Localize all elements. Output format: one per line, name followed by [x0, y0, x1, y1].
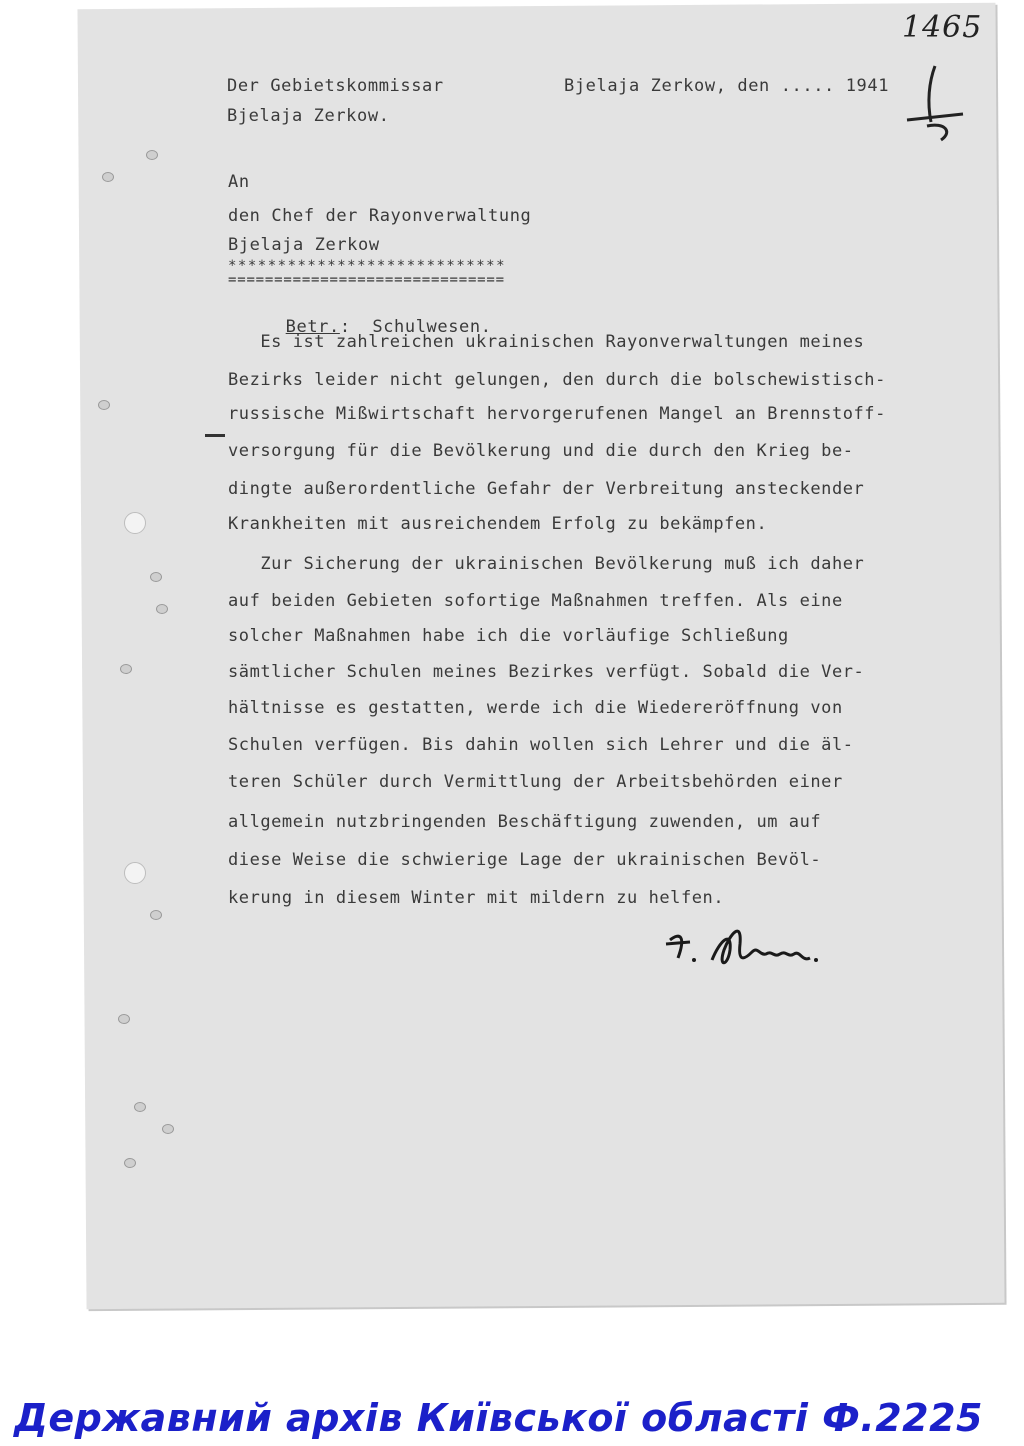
- paper-mark: [98, 400, 110, 410]
- paper-mark: [120, 664, 132, 674]
- paper-mark: [134, 1102, 146, 1112]
- place-date: Bjelaja Zerkow, den ..... 1941: [564, 76, 890, 96]
- paper-mark: [156, 604, 168, 614]
- body-line: dingte außerordentliche Gefahr der Verbreitung ansteckender: [228, 479, 865, 499]
- paper-mark: [150, 572, 162, 582]
- subject-label: Betr.: [285, 317, 340, 337]
- subject-line: [264, 302, 492, 336]
- paper-mark: [146, 150, 158, 160]
- recipient-line-2: Bjelaja Zerkow: [228, 235, 380, 255]
- body-line: hältnisse es gestatten, werde ich die Wiedereröffnung von: [228, 698, 843, 718]
- body-line: teren Schüler durch Vermittlung der Arbeitsbehörden einer: [228, 772, 843, 792]
- margin-mark: [905, 62, 975, 142]
- body-line: russische Mißwirtschaft hervorgerufenen Mangel an Brennstoff-: [228, 404, 886, 424]
- paper-mark: [118, 1014, 130, 1024]
- body-line: solcher Maßnahmen habe ich die vorläufige Schließung: [228, 626, 789, 646]
- body-line: kerung in diesem Winter mit mildern zu helfen.: [228, 888, 725, 908]
- paper-mark: [124, 1158, 136, 1168]
- signature-icon: [660, 910, 840, 990]
- body-line: allgemein nutzbringenden Beschäftigung zuwenden, um auf: [228, 812, 822, 832]
- body-line: Es ist zahlreichen ukrainischen Rayonverwaltungen meines: [228, 332, 865, 352]
- archive-caption: Державний архів Київської області Ф.2225: [14, 1396, 983, 1440]
- body-line: Krankheiten mit ausreichendem Erfolg zu bekämpfen.: [228, 514, 768, 534]
- body-line: Zur Sicherung der ukrainischen Bevölkerung muß ich daher: [228, 554, 865, 574]
- recipient-line-1: den Chef der Rayonverwaltung: [228, 206, 532, 226]
- recipient-to: An: [228, 172, 250, 192]
- body-line: versorgung für die Bevölkerung und die durch den Krieg be-: [228, 441, 854, 461]
- separator-dots: ****************************: [228, 258, 507, 274]
- body-line: Bezirks leider nicht gelungen, den durch die bolschewistisch-: [228, 370, 886, 390]
- body-line: diese Weise die schwierige Lage der ukrainischen Bevöl-: [228, 850, 822, 870]
- subject-colon: :: [339, 317, 351, 337]
- sender-line-2: Bjelaja Zerkow.: [227, 106, 390, 126]
- margin-tick: [205, 434, 225, 437]
- sender-line-1: Der Gebietskommissar: [227, 76, 444, 96]
- document-page: [77, 3, 1004, 1309]
- paper-mark: [102, 172, 114, 182]
- separator-equals: ==============================: [228, 272, 505, 288]
- subject-text: Schulwesen.: [372, 317, 492, 337]
- paper-mark: [162, 1124, 174, 1134]
- margin-mark-icon: [905, 62, 975, 142]
- body-line: sämtlicher Schulen meines Bezirkes verfügt. Sobald die Ver-: [228, 662, 865, 682]
- signature: [660, 910, 840, 990]
- archive-number: 1465: [902, 10, 983, 45]
- punch-hole: [124, 512, 146, 534]
- body-line: auf beiden Gebieten sofortige Maßnahmen treffen. Als eine: [228, 591, 843, 611]
- paper-mark: [150, 910, 162, 920]
- body-line: Schulen verfügen. Bis dahin wollen sich Lehrer und die äl-: [228, 735, 854, 755]
- punch-hole: [124, 862, 146, 884]
